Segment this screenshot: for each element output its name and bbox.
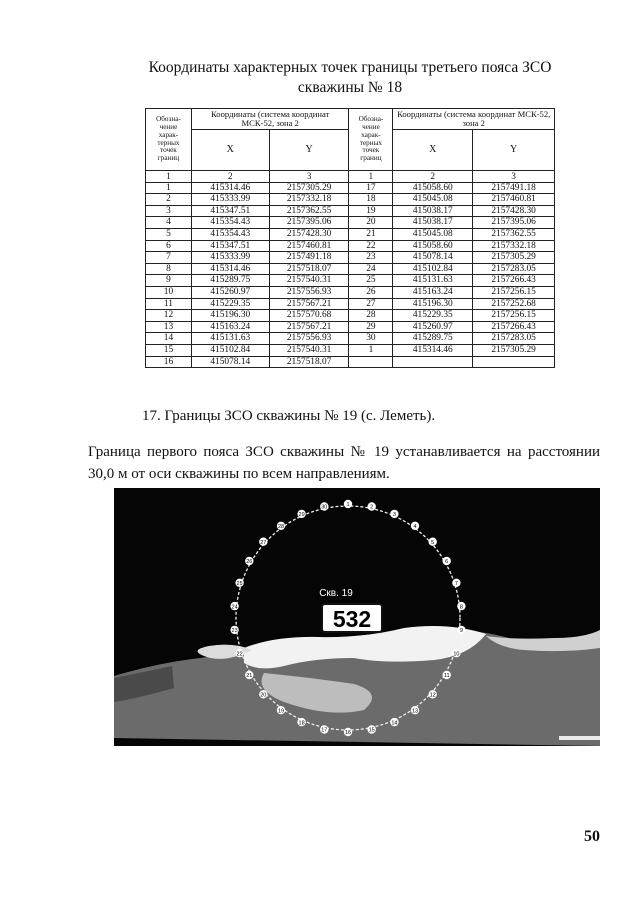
table-cell: 2157540.31 [269, 344, 349, 356]
coordinates-table-body [146, 182, 555, 368]
boundary-point-label: 16 [344, 730, 352, 737]
table-cell [349, 356, 393, 368]
coords-group-header-left: Координаты (система координат МСК-52, зона 2 [191, 109, 349, 130]
boundary-point-label: 15 [368, 727, 375, 734]
well-label: Скв. 19 [319, 588, 353, 599]
table-cell: 2157491.18 [473, 182, 555, 194]
boundary-point-label: 26 [246, 559, 253, 566]
table-cell: 415354.43 [191, 228, 269, 240]
table-cell: 14 [146, 333, 192, 345]
table-cell: 415163.24 [393, 286, 473, 298]
table-cell: 2157428.30 [269, 228, 349, 240]
boundary-point-label: 6 [445, 559, 449, 566]
table-cell: 15 [146, 344, 192, 356]
table-cell: 415131.63 [393, 275, 473, 287]
table-cell: 2157540.31 [269, 275, 349, 287]
table-cell: 415229.35 [191, 298, 269, 310]
table-row [146, 356, 555, 368]
table-cell [473, 356, 555, 368]
boundary-point-label: 22 [236, 651, 243, 658]
area-number: 532 [332, 606, 372, 632]
table-cell: 2157266.43 [473, 321, 555, 333]
table-cell: 2157460.81 [269, 240, 349, 252]
boundary-point-label: 17 [321, 727, 328, 734]
table-cell: 415038.17 [393, 217, 473, 229]
table-row [146, 228, 555, 240]
boundary-point-label: 11 [443, 673, 450, 680]
y-header-left: Y [269, 130, 349, 171]
table-cell: 29 [349, 321, 393, 333]
table-cell: 6 [146, 240, 192, 252]
boundary-paragraph: Граница первого пояса ЗСО скважины № 19 устанавливается на расстоянии 30,0 м от оси скважины по всем направлениям. [88, 444, 600, 482]
boundary-point-label: 1 [346, 502, 350, 509]
table-cell: 16 [146, 356, 192, 368]
table-cell: 2157256.15 [473, 286, 555, 298]
table-cell: 11 [146, 298, 192, 310]
table-cell: 415260.97 [191, 286, 269, 298]
boundary-point-label: 12 [429, 692, 436, 699]
table-cell: 3 [146, 205, 192, 217]
table-cell: 415196.30 [393, 298, 473, 310]
table-cell: 18 [349, 194, 393, 206]
table-cell: 2157266.43 [473, 275, 555, 287]
table-cell: 25 [349, 275, 393, 287]
table-cell: 13 [146, 321, 192, 333]
table-cell: 415038.17 [393, 205, 473, 217]
table-cell: 4 [146, 217, 192, 229]
table-cell: 1 [349, 344, 393, 356]
table-cell: 2157362.55 [473, 228, 555, 240]
table-cell: 2157305.29 [269, 182, 349, 194]
boundary-point-label: 4 [413, 524, 417, 530]
boundary-point-label: 7 [454, 581, 458, 587]
table-cell: 26 [349, 286, 393, 298]
table-row [146, 194, 555, 206]
well-map-image [114, 488, 600, 746]
table-cell: 19 [349, 205, 393, 217]
table-cell: 415347.51 [191, 240, 269, 252]
table-cell: 9 [146, 275, 192, 287]
table-title-line1: Координаты характерных точек границы третьего пояса ЗСО [148, 59, 552, 76]
boundary-point-label: 14 [391, 720, 398, 727]
table-cell: 28 [349, 310, 393, 322]
table-cell: 415314.46 [191, 182, 269, 194]
table-cell: 415102.84 [393, 263, 473, 275]
table-row [146, 321, 555, 333]
table-cell: 415354.43 [191, 217, 269, 229]
boundary-point-label: 20 [260, 692, 267, 699]
point-header-right: Обозна- чение харак- терных точек границ [349, 109, 393, 171]
coordinates-table [145, 108, 555, 368]
boundary-point-label: 3 [392, 512, 396, 519]
table-cell: 30 [349, 333, 393, 345]
table-cell [393, 356, 473, 368]
table-row [146, 240, 555, 252]
table-cell: 2157283.05 [473, 263, 555, 275]
table-cell: 2157428.30 [473, 205, 555, 217]
table-cell: 2157395.06 [269, 217, 349, 229]
table-cell: 415078.14 [393, 252, 473, 264]
section-heading: 17. Границы ЗСО скважины № 19 (с. Леметь). [142, 408, 436, 424]
boundary-point-label: 23 [231, 628, 238, 635]
point-header-left: Обозна- чение харак- терных точек границ [146, 109, 192, 171]
boundary-point-label: 8 [459, 604, 463, 611]
table-row [146, 263, 555, 275]
table-cell: 22 [349, 240, 393, 252]
table-cell: 17 [349, 182, 393, 194]
y-header-right: Y [473, 130, 555, 171]
table-cell: 2157460.81 [473, 194, 555, 206]
table-cell: 415196.30 [191, 310, 269, 322]
table-cell: 2157305.29 [473, 252, 555, 264]
boundary-point-label: 30 [321, 504, 328, 511]
table-cell: 415289.75 [393, 333, 473, 345]
boundary-point-label: 18 [298, 720, 305, 727]
boundary-point-label: 27 [260, 539, 267, 546]
table-cell: 415333.99 [191, 194, 269, 206]
column-number: 3 [473, 171, 555, 183]
table-cell: 10 [146, 286, 192, 298]
table-cell: 12 [146, 310, 192, 322]
table-cell: 27 [349, 298, 393, 310]
table-cell: 415289.75 [191, 275, 269, 287]
x-header-right: X [393, 130, 473, 171]
table-cell: 415045.08 [393, 228, 473, 240]
table-cell: 415314.46 [393, 344, 473, 356]
column-number-row [146, 171, 555, 183]
boundary-point-label: 9 [459, 628, 463, 635]
table-cell: 415045.08 [393, 194, 473, 206]
table-header-row [146, 109, 555, 130]
coords-group-header-right: Координаты (система координат МСК-52, зона 2 [393, 109, 555, 130]
table-cell: 2157570.68 [269, 310, 349, 322]
x-header-left: X [191, 130, 269, 171]
boundary-point-label: 21 [246, 673, 253, 680]
table-cell: 2157332.18 [473, 240, 555, 252]
boundary-point-label: 2 [370, 504, 374, 511]
boundary-point-label: 19 [277, 708, 285, 715]
table-title [140, 58, 560, 98]
table-cell: 415163.24 [191, 321, 269, 333]
table-cell: 2157332.18 [269, 194, 349, 206]
table-row [146, 344, 555, 356]
table-row [146, 275, 555, 287]
table-cell: 2157252.68 [473, 298, 555, 310]
table-cell: 2157362.55 [269, 205, 349, 217]
boundary-point-label: 10 [453, 651, 460, 658]
table-row [146, 182, 555, 194]
table-cell: 415058.60 [393, 182, 473, 194]
table-cell: 415229.35 [393, 310, 473, 322]
table-cell: 2157518.07 [269, 263, 349, 275]
table-cell: 20 [349, 217, 393, 229]
table-row [146, 298, 555, 310]
table-cell: 415078.14 [191, 356, 269, 368]
table-title-line2: скважины № 18 [297, 79, 403, 96]
table-cell: 415102.84 [191, 344, 269, 356]
boundary-point-label: 25 [236, 581, 243, 587]
column-number: 2 [393, 171, 473, 183]
table-cell: 2157305.29 [473, 344, 555, 356]
table-cell: 5 [146, 228, 192, 240]
table-cell: 2 [146, 194, 192, 206]
table-cell: 1 [146, 182, 192, 194]
table-row [146, 217, 555, 229]
table-cell: 8 [146, 263, 192, 275]
table-row [146, 310, 555, 322]
table-cell: 415333.99 [191, 252, 269, 264]
table-cell: 7 [146, 252, 192, 264]
table-cell: 415314.46 [191, 263, 269, 275]
boundary-point-label: 5 [431, 539, 435, 546]
table-cell: 2157556.93 [269, 286, 349, 298]
table-cell: 2157567.21 [269, 321, 349, 333]
table-cell: 2157518.07 [269, 356, 349, 368]
table-cell: 2157491.18 [269, 252, 349, 264]
table-cell: 415347.51 [191, 205, 269, 217]
table-cell: 2157283.05 [473, 333, 555, 345]
table-cell: 2157567.21 [269, 298, 349, 310]
table-cell: 2157256.15 [473, 310, 555, 322]
table-cell: 415058.60 [393, 240, 473, 252]
column-number: 2 [191, 171, 269, 183]
boundary-point-label: 13 [411, 708, 419, 715]
table-cell: 21 [349, 228, 393, 240]
table-row [146, 252, 555, 264]
table-cell: 24 [349, 263, 393, 275]
table-cell: 415260.97 [393, 321, 473, 333]
column-number: 1 [146, 171, 192, 183]
table-row [146, 205, 555, 217]
table-cell: 2157556.93 [269, 333, 349, 345]
table-cell: 23 [349, 252, 393, 264]
table-row [146, 333, 555, 345]
boundary-point-label: 28 [277, 524, 285, 530]
boundary-point-label: 29 [298, 512, 305, 519]
table-row [146, 286, 555, 298]
column-number: 1 [349, 171, 393, 183]
boundary-point-label: 24 [231, 604, 238, 611]
table-cell: 2157395.06 [473, 217, 555, 229]
page-number: 50 [584, 828, 600, 845]
table-cell: 415131.63 [191, 333, 269, 345]
column-number: 3 [269, 171, 349, 183]
